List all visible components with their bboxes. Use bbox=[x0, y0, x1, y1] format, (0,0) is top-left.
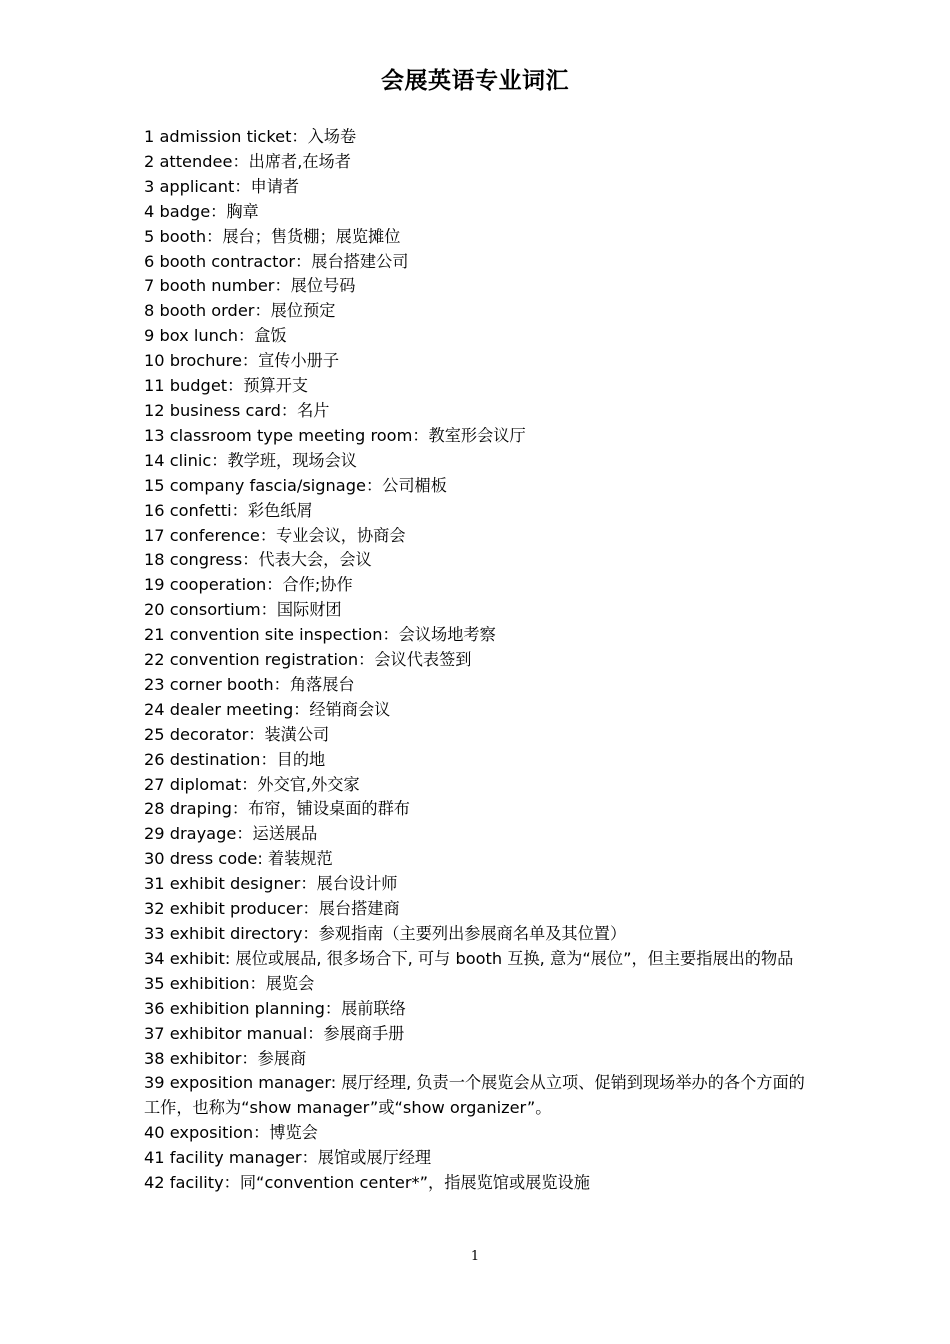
list-item: 27 diplomat：外交官,外交家 bbox=[144, 774, 360, 794]
list-item: 10 brochure：宣传小册子 bbox=[144, 351, 340, 371]
list-item: 34 exhibit: 展位或展品, 很多场合下, 可与 booth 互换, 意为“展位”，但主要指展出的物品 bbox=[144, 948, 794, 968]
list-item: 9 box lunch：盒饭 bbox=[144, 326, 287, 346]
list-item: 41 facility manager：展馆或展厅经理 bbox=[144, 1148, 432, 1168]
list-item: 40 exposition：博览会 bbox=[144, 1123, 318, 1143]
list-item: 12 business card：名片 bbox=[144, 400, 330, 420]
list-item: 5 booth：展台；售货棚；展览摊位 bbox=[144, 226, 401, 246]
list-item: 16 confetti：彩色纸屑 bbox=[144, 500, 313, 520]
list-item: 35 exhibition：展览会 bbox=[144, 973, 315, 993]
list-item: 25 decorator：装潢公司 bbox=[144, 724, 330, 744]
list-item: 13 classroom type meeting room：教室形会议厅 bbox=[144, 425, 526, 445]
list-item: 4 badge：胸章 bbox=[144, 201, 259, 221]
list-item: 33 exhibit directory：参观指南（主要列出参展商名单及其位置） bbox=[144, 924, 627, 943]
list-item: 32 exhibit producer：展台搭建商 bbox=[144, 899, 400, 919]
list-item: 24 dealer meeting：经销商会议 bbox=[144, 699, 391, 719]
list-item: 3 applicant：申请者 bbox=[144, 176, 300, 196]
list-item: 30 dress code: 着装规范 bbox=[144, 849, 333, 869]
list-item: 11 budget：预算开支 bbox=[144, 376, 309, 396]
list-item: 19 cooperation：合作;协作 bbox=[144, 575, 353, 595]
list-item: 37 exhibitor manual：参展商手册 bbox=[144, 1023, 405, 1043]
list-item: 42 facility：同“convention center*”，指展览馆或展览设施 bbox=[144, 1173, 590, 1193]
list-item: 18 congress：代表大会，会议 bbox=[144, 550, 372, 570]
list-item: 31 exhibit designer：展台设计师 bbox=[144, 874, 398, 894]
list-item: 1 admission ticket：入场卷 bbox=[144, 127, 357, 146]
list-item: 36 exhibition planning：展前联络 bbox=[144, 998, 406, 1018]
list-item: 14 clinic：教学班，现场会议 bbox=[144, 450, 357, 470]
list-item: 29 drayage：运送展品 bbox=[144, 824, 318, 844]
list-item: 28 draping：布帘，铺设桌面的群布 bbox=[144, 799, 410, 819]
list-item: 39 exposition manager: 展厅经理, 负责一个展览会从立项、促销到现场举办的各个方面的工作，也称为“show manager”或“show organizer”。 bbox=[144, 1073, 805, 1118]
page-title: 会展英语专业词汇 bbox=[381, 68, 569, 94]
list-item: 38 exhibitor：参展商 bbox=[144, 1048, 307, 1068]
list-item: 6 booth contractor：展台搭建公司 bbox=[144, 251, 409, 271]
list-item: 21 convention site inspection：会议场地考察 bbox=[144, 625, 496, 645]
list-item: 8 booth order：展位预定 bbox=[144, 301, 336, 321]
list-item: 20 consortium：国际财团 bbox=[144, 600, 342, 620]
list-item: 22 convention registration：会议代表签到 bbox=[144, 650, 472, 670]
glossary-list bbox=[144, 125, 814, 1196]
list-item: 15 company fascia/signage：公司楣板 bbox=[144, 475, 447, 495]
list-item: 23 corner booth：角落展台 bbox=[144, 674, 355, 694]
page-number: 1 bbox=[470, 1249, 480, 1264]
list-item: 2 attendee：出席者,在场者 bbox=[144, 151, 351, 171]
list-item: 7 booth number：展位号码 bbox=[144, 276, 356, 296]
list-item: 17 conference：专业会议，协商会 bbox=[144, 525, 406, 545]
list-item: 26 destination：目的地 bbox=[144, 749, 326, 769]
